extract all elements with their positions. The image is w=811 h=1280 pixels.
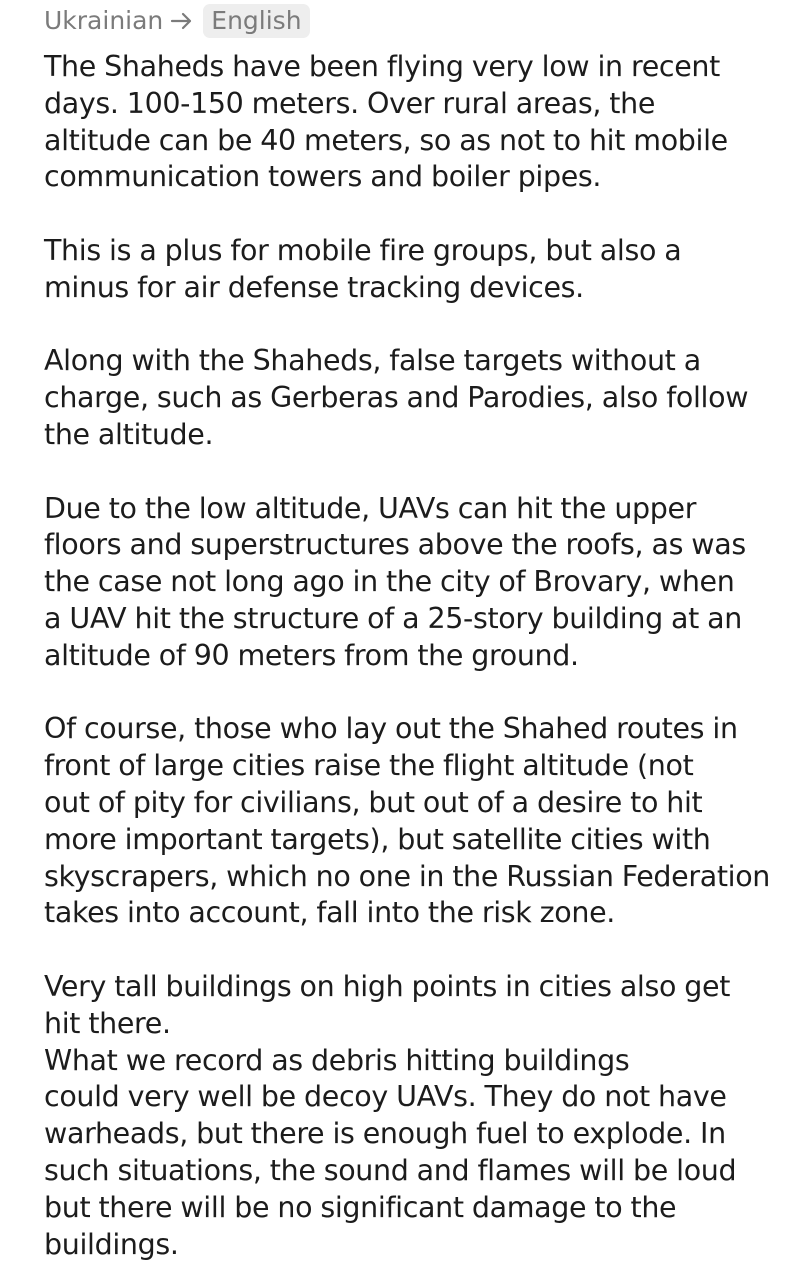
text-line: The Shaheds have been flying very low in recent: [44, 50, 720, 83]
text-line: floors and superstructures above the roofs, as was: [44, 528, 746, 562]
text-line: front of large cities raise the flight altitude (not: [44, 749, 694, 783]
text-line: takes into account, fall into the risk zone.: [44, 896, 615, 930]
text-line: days. 100-150 meters. Over rural areas, the: [44, 86, 656, 120]
arrow-right-icon: [169, 11, 197, 31]
text-line: Due to the low altitude, UAVs can hit the upper: [44, 491, 697, 525]
paragraph-3: [44, 343, 789, 453]
source-language-label: Ukrainian: [44, 6, 164, 35]
text-line: the case not long ago in the city of Brovary, when: [44, 565, 735, 599]
text-line: Along with the Shaheds, false targets without a: [44, 344, 701, 378]
paragraph-1: [44, 49, 789, 196]
text-line: out of pity for civilians, but out of a desire to hit: [44, 785, 703, 819]
text-line: such situations, the sound and flames will be loud: [44, 1153, 737, 1187]
text-line: charge, such as Gerberas and Parodies, also follow: [44, 381, 749, 415]
text-line: but there will be no significant damage to the: [44, 1190, 677, 1224]
text-line: a UAV hit the structure of a 25-story building at an: [44, 601, 742, 635]
paragraph-6: [44, 969, 789, 1043]
target-language-button[interactable]: English: [203, 4, 309, 38]
text-line: the altitude.: [44, 417, 214, 451]
text-line: altitude can be 40 meters, so as not to hit mobile: [44, 123, 728, 157]
translation-language-bar: [44, 6, 789, 36]
text-line: warheads, but there is enough fuel to explode. In: [44, 1117, 726, 1151]
paragraph-2: [44, 233, 789, 307]
text-line: altitude of 90 meters from the ground.: [44, 638, 579, 672]
text-line: Of course, those who lay out the Shahed routes in: [44, 712, 738, 746]
text-line: communication towers and boiler pipes.: [44, 160, 602, 194]
text-line: What we record as debris hitting buildings: [44, 1043, 630, 1077]
paragraph-5: [44, 711, 789, 932]
text-line: hit there.: [44, 1006, 171, 1040]
paragraph-4: [44, 491, 789, 675]
text-line: more important targets), but satellite cities with: [44, 822, 711, 856]
message-body: [44, 49, 789, 1263]
text-line: minus for air defense tracking devices.: [44, 270, 584, 304]
text-line: skyscrapers, which no one in the Russian Federation: [44, 859, 771, 893]
text-line: could very well be decoy UAVs. They do not have: [44, 1080, 727, 1114]
text-line: Very tall buildings on high points in cities also get: [44, 969, 731, 1003]
paragraph-7: [44, 1043, 789, 1264]
text-line: buildings.: [44, 1227, 179, 1261]
text-line: This is a plus for mobile fire groups, but also a: [44, 233, 682, 267]
